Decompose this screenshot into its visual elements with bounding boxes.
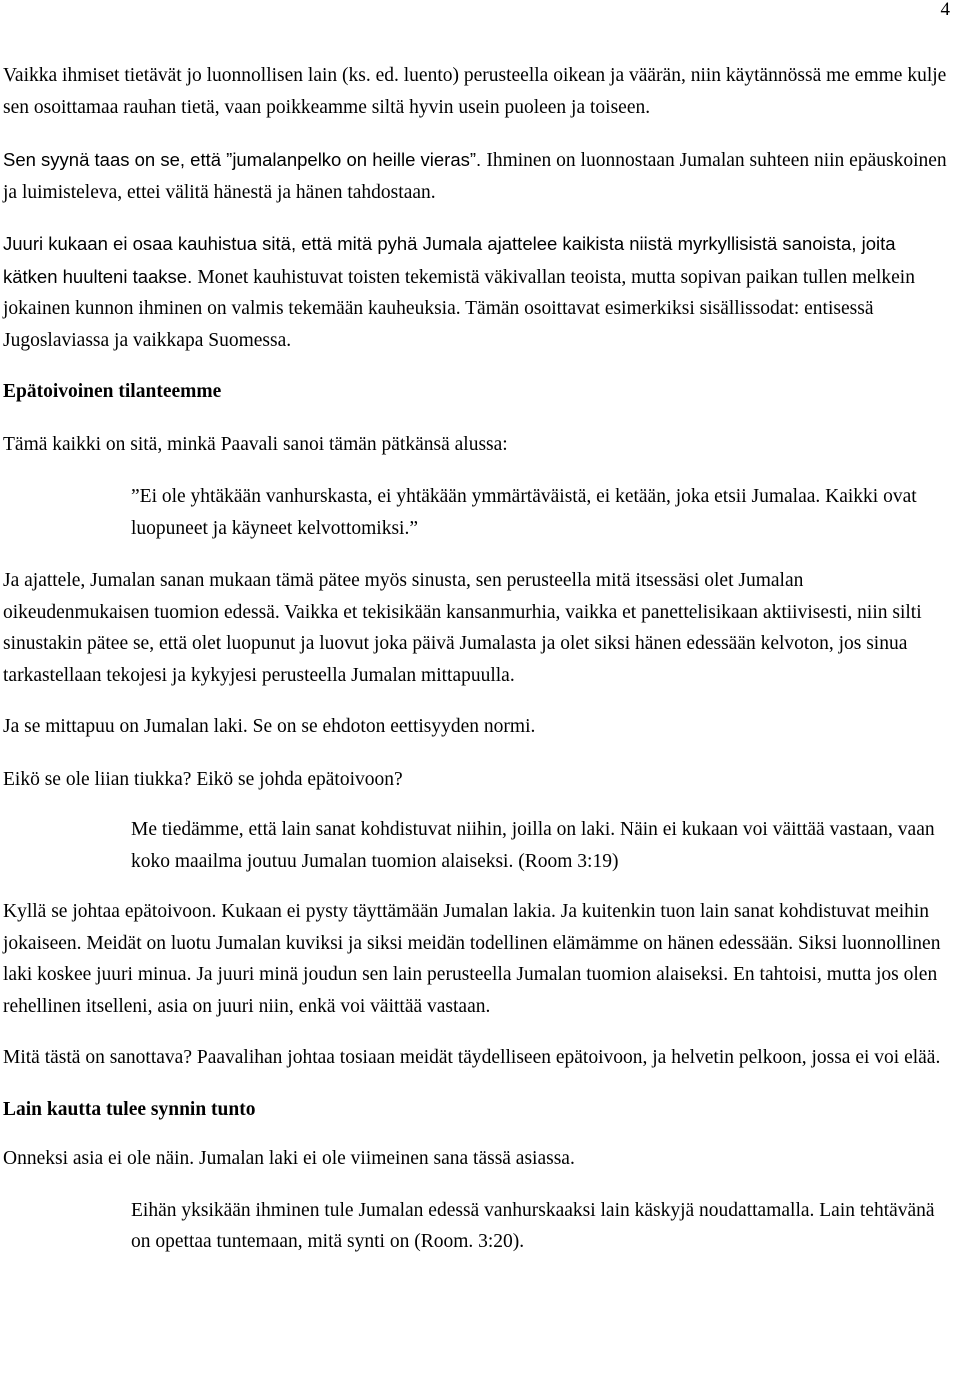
paragraph-1: Vaikka ihmiset tietävät jo luonnollisen lain (ks. ed. luento) perusteella oikean ja väärän, niin käytännössä me emme kulje sen osoittamaa rauhan tietä, vaan poikkeamme siltä hyvin usein puoleen ja toiseen. xyxy=(3,65,947,118)
paragraph-3-sans-text: Juuri kukaan ei osaa kauhistua sitä, että mitä pyhä Jumala ajattelee kaikista niistä myrkyllisistä sanoista, joita kätken huulteni taakse. xyxy=(3,233,896,287)
paragraph-8: Kyllä se johtaa epätoivoon. Kukaan ei pysty täyttämään Jumalan lakia. Ja kuitenkin tuon lain sanat kohdistuvat meihin jokaiseen. Meidät on luotu Jumalan kuviksi ja siksi meidän todellinen elämämme on hänen edessään. Siksi luonnollinen laki koskee juuri minua. Ja juuri minä joudun sen lain perusteella Jumalan tuomion alaiseksi. En tahtoisi, mutta jos olen rehellinen itselleni, asia on juuri niin, enkä voi väittää vastaan. xyxy=(3,901,941,1017)
paragraph-4: Tämä kaikki on sitä, minkä Paavali sanoi tämän pätkänsä alussa: xyxy=(3,433,508,455)
paragraph-3-serif-text: Monet kauhistuvat toisten tekemistä väkivallan teoista, mutta sopivan paikan tullen melkein jokainen kunnon ihminen on valmis tekemään kauheuksia. Tämän osoittavat esimerkiksi sisällissodat: entisessä Jugoslaviassa ja vaikkapa Suomessa. xyxy=(3,266,915,351)
paragraph-2-serif-text: Ihminen on luonnostaan Jumalan suhteen niin epäuskoinen ja luimisteleva, ettei välitä hänestä ja hänen tahdostaan. xyxy=(3,150,947,203)
page-number: 4 xyxy=(940,0,950,20)
paragraph-2 xyxy=(3,144,953,208)
block-quote-1: ”Ei ole yhtäkään vanhurskasta, ei yhtäkään ymmärtäväistä, ei ketään, joka etsii Jumalaa. Kaikki ovat luopuneet ja käyneet kelvottomiksi.” xyxy=(131,486,917,539)
section-heading-1: Epätoivoinen tilanteemme xyxy=(3,381,222,402)
block-quote-3: Eihän yksikään ihminen tule Jumalan edessä vanhurskaaksi lain käskyjä noudattamalla. Lain tehtävänä on opettaa tuntemaan, mitä synti on (Room. 3:20). xyxy=(131,1199,935,1252)
paragraph-9: Mitä tästä on sanottava? Paavalihan johtaa tosiaan meidät täydelliseen epätoivoon, ja helvetin pelkoon, jossa ei voi elää. xyxy=(3,1047,941,1068)
paragraph-5: Ja ajattele, Jumalan sanan mukaan tämä pätee myös sinusta, sen perusteella mitä itsessäsi olet Jumalan oikeudenmukaisen tuomion edessä. Vaikka et tekisikään kansanmurhia, vaikka et panettelisikaan aktiivisesti, niin silti sinustakin pätee se, että olet luopunut ja luovut joka päivä Jumalasta ja olet siksi hänen edessään kelvoton, jos sinua tarkastellaan tekojesi ja kykyjesi perusteella Jumalan mittapuulla. xyxy=(3,570,922,686)
paragraph-6: Ja se mittapuu on Jumalan laki. Se on se ehdoton eettisyyden normi. xyxy=(3,716,536,737)
paragraph-3 xyxy=(3,228,953,356)
paragraph-7: Eikö se ole liian tiukka? Eikö se johda epätoivoon? xyxy=(3,768,403,790)
document-body xyxy=(3,60,953,1258)
section-heading-2: Lain kautta tulee synnin tunto xyxy=(3,1098,256,1120)
block-quote-2: Me tiedämme, että lain sanat kohdistuvat niihin, joilla on laki. Näin ei kukaan voi väittää vastaan, vaan koko maailma joutuu Jumalan tuomion alaiseksi. (Room 3:19) xyxy=(131,819,935,872)
paragraph-10: Onneksi asia ei ole näin. Jumalan laki ei ole viimeinen sana tässä asiassa. xyxy=(3,1148,575,1169)
paragraph-2-sans-text: Sen syynä taas on se, että ”jumalanpelko on heille vieras”. xyxy=(3,149,487,170)
